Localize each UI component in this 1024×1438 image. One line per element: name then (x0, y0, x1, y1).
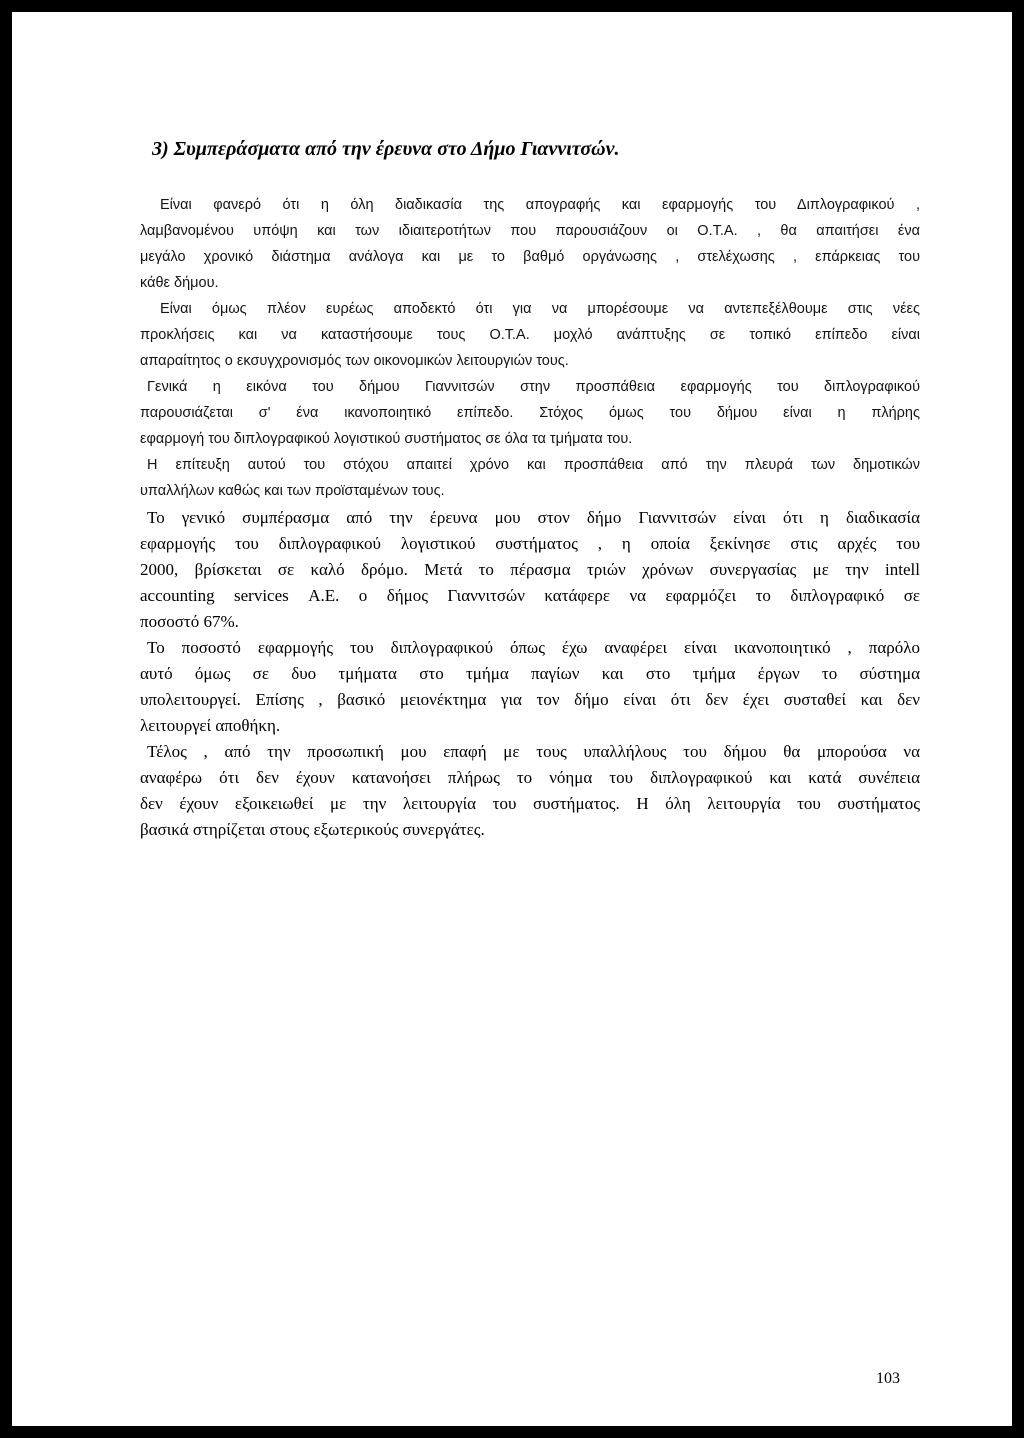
text-line: λειτουργεί αποθήκη. (140, 716, 281, 735)
text-line: Είναι όμως πλέον ευρέως αποδεκτό ότι για να μπορέσουμε να αντεπεξέλθουμε στις νέες (160, 301, 920, 317)
text-line: 2000, βρίσκεται σε καλό δρόμο. Μετά το πέρασμα τριών χρόνων συνεργασίας με την intell (140, 560, 920, 579)
text-line: προκλήσεις και να καταστήσουμε τους Ο.Τ.Α. μοχλό ανάπτυξης σε τοπικό επίπεδο είναι (140, 327, 920, 343)
text-line: παρουσιάζεται σ' ένα ικανοποιητικό επίπεδο. Στόχος όμως του δήμου είναι η πλήρης (140, 405, 920, 421)
text-line: εφαρμογή του διπλογραφικού λογιστικού συστήματος σε όλα τα τμήματα του. (140, 431, 633, 447)
text-line: δεν έχουν εξοικειωθεί με την λειτουργία του συστήματος. Η όλη λειτουργία του συστήματος (140, 794, 920, 813)
text-line: υπαλλήλων καθώς και των προϊσταμένων τους. (140, 483, 445, 499)
text-line: Είναι φανερό ότι η όλη διαδικασία της απογραφής και εφαρμογής του Διπλογραφικού , (160, 197, 920, 213)
document-page (12, 12, 1012, 1426)
text-line: Η επίτευξη αυτού του στόχου απαιτεί χρόνο και προσπάθεια από την πλευρά των δημοτικών (147, 457, 920, 473)
text-line: Το γενικό συμπέρασμα από την έρευνα μου στον δήμο Γιαννιτσών είναι ότι η διαδικασία (147, 508, 920, 527)
text-line: accounting services Α.Ε. ο δήμος Γιαννιτσών κατάφερε να εφαρμόζει το διπλογραφικό σε (140, 586, 920, 605)
text-line: εφαρμογής του διπλογραφικού λογιστικού συστήματος , η οποία ξεκίνησε στις αρχές του (140, 534, 920, 553)
text-line: Γενικά η εικόνα του δήμου Γιαννιτσών στην προσπάθεια εφαρμογής του διπλογραφικού (147, 379, 920, 395)
text-line: βασικά στηρίζεται στους εξωτερικούς συνεργάτες. (140, 820, 485, 839)
text-line: αυτό όμως σε δυο τμήματα στο τμήμα παγίων και στο τμήμα έργων το σύστημα (140, 664, 920, 683)
section-heading: 3) Συμπεράσματα από την έρευνα στο Δήμο Γιαννιτσών. (152, 138, 620, 160)
text-line: κάθε δήμου. (140, 275, 219, 291)
page-number: 103 (876, 1370, 900, 1387)
text-line: ποσοστό 67%. (140, 612, 239, 631)
text-line: υπολειτουργεί. Επίσης , βασικό μειονέκτημα για τον δήμο είναι ότι δεν έχει συσταθεί και δεν (140, 690, 920, 709)
text-line: λαμβανομένου υπόψη και των ιδιαιτεροτήτων που παρουσιάζουν οι Ο.Τ.Α. , θα απαιτήσει ένα (140, 223, 920, 239)
text-line: αναφέρω ότι δεν έχουν κατανοήσει πλήρως το νόημα του διπλογραφικού και κατά συνέπεια (140, 768, 920, 787)
text-line: μεγάλο χρονικό διάστημα ανάλογα και με το βαθμό οργάνωσης , στελέχωσης , επάρκειας του (140, 249, 920, 265)
text-line: Τέλος , από την προσωπική μου επαφή με τους υπαλλήλους του δήμου θα μπορούσα να (147, 742, 920, 761)
text-line: απαραίτητος ο εκσυγχρονισμός των οικονομικών λειτουργιών τους. (140, 353, 569, 369)
text-line: Το ποσοστό εφαρμογής του διπλογραφικού όπως έχω αναφέρει είναι ικανοποιητικό , παρόλο (147, 638, 920, 657)
